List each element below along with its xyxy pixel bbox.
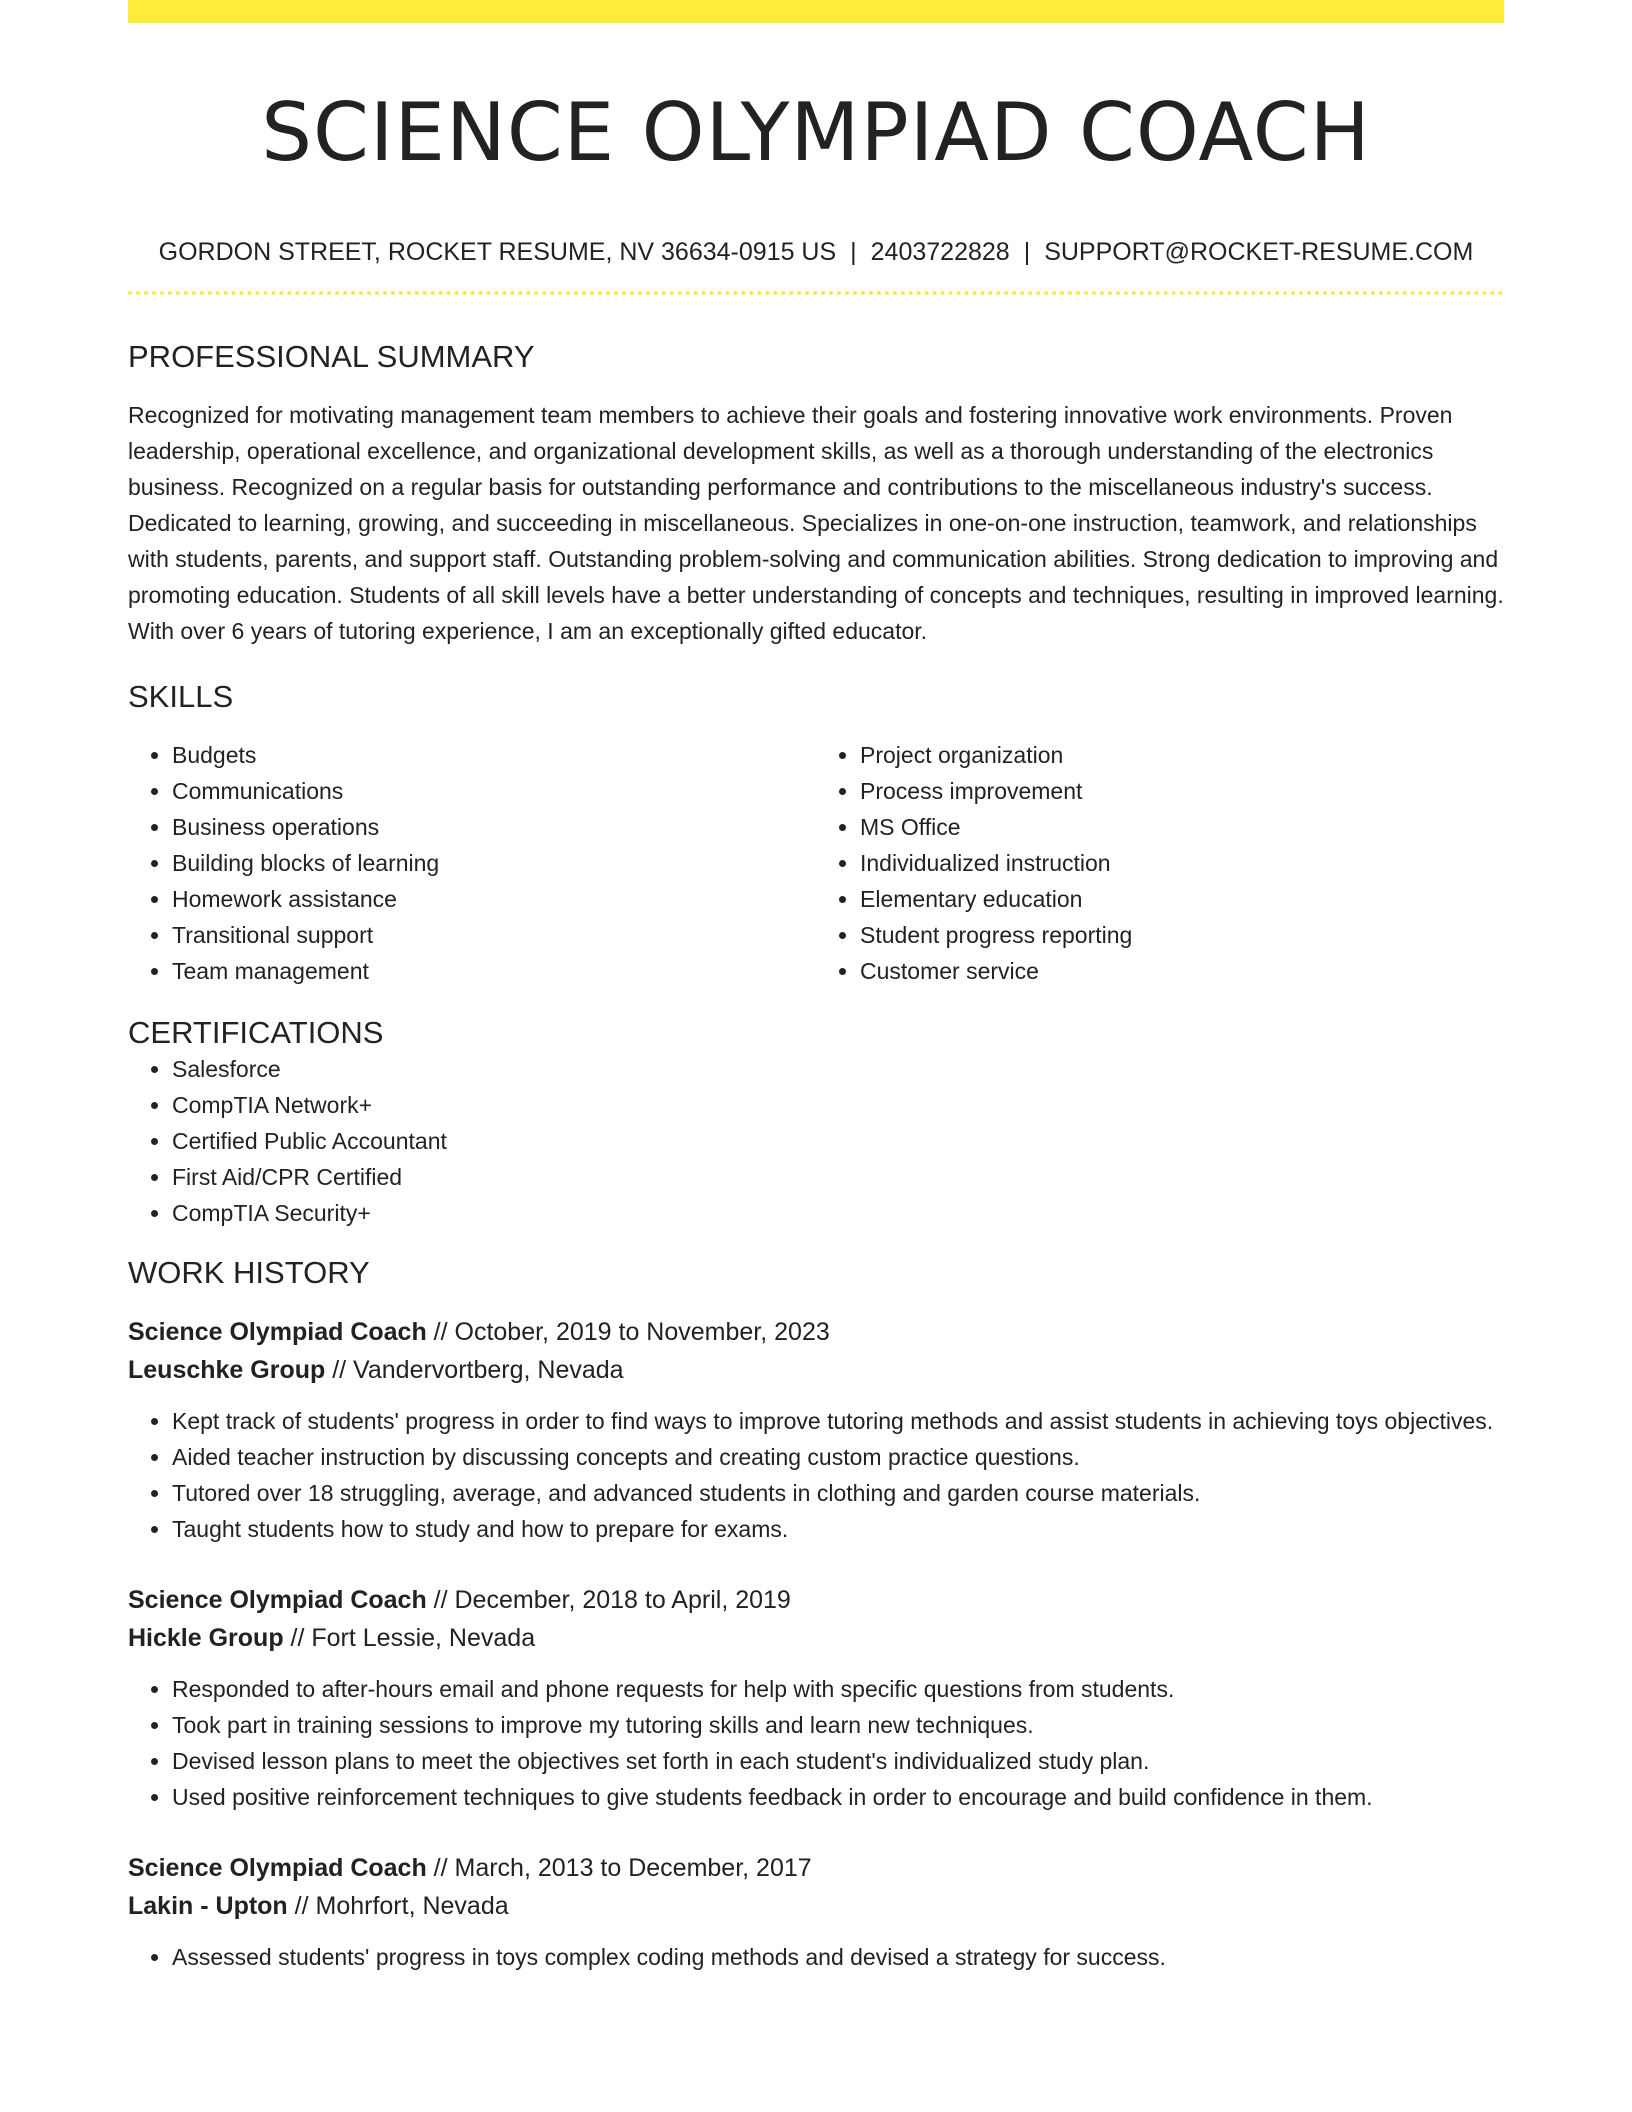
certification-item: • CompTIA Security+ — [172, 1195, 1504, 1231]
certifications-heading: CERTIFICATIONS — [128, 1015, 384, 1050]
resume-page — [128, 0, 1504, 1975]
header-divider — [128, 291, 1504, 295]
skill-item: • Process improvement — [860, 773, 1504, 809]
certification-item: • First Aid/CPR Certified — [172, 1159, 1504, 1195]
contact-line — [128, 237, 1504, 267]
skills-grid — [128, 737, 1504, 989]
skills-list-right — [816, 737, 1504, 989]
skill-item: • MS Office — [860, 809, 1504, 845]
summary-heading: PROFESSIONAL SUMMARY — [128, 339, 535, 374]
job-bullets — [128, 1671, 1504, 1815]
job-role: Science Olympiad Coach — [128, 1854, 427, 1882]
job-role: Science Olympiad Coach — [128, 1318, 427, 1346]
job-company: Leuschke Group — [128, 1356, 326, 1384]
job-bullets — [128, 1939, 1504, 1975]
job-company: Lakin - Upton — [128, 1892, 288, 1920]
job-bullet: • Responded to after-hours email and phone requests for help with specific questions from students. — [172, 1671, 1504, 1707]
certification-item: • Salesforce — [172, 1051, 1504, 1087]
work-history-heading: WORK HISTORY — [128, 1255, 370, 1290]
contact-phone: 2403722828 — [870, 238, 1010, 266]
skill-item: • Student progress reporting — [860, 917, 1504, 953]
skill-item: • Communications — [172, 773, 816, 809]
skill-item: • Project organization — [860, 737, 1504, 773]
contact-email: SUPPORT@ROCKET-RESUME.COM — [1044, 238, 1474, 266]
job-bullet: • Taught students how to study and how to prepare for exams. — [172, 1511, 1504, 1547]
job-bullet: • Tutored over 18 struggling, average, and advanced students in clothing and garden course materials. — [172, 1475, 1504, 1511]
certifications-list — [128, 1051, 1504, 1231]
job-bullets — [128, 1403, 1504, 1547]
job-bullet: • Devised lesson plans to meet the objectives set forth in each student's individualized study plan. — [172, 1743, 1504, 1779]
job-dates: // March, 2013 to December, 2017 — [426, 1854, 812, 1882]
job-company: Hickle Group — [128, 1624, 284, 1652]
job-role: Science Olympiad Coach — [128, 1586, 427, 1614]
job-bullet: • Used positive reinforcement techniques to give students feedback in order to encourage and build confidence in them. — [172, 1779, 1504, 1815]
job-entry — [128, 1313, 1504, 1547]
job-company-line — [128, 1619, 1504, 1657]
contact-separator: | — [1023, 238, 1031, 266]
job-bullet: • Assessed students' progress in toys complex coding methods and devised a strategy for success. — [172, 1939, 1504, 1975]
skill-item: • Transitional support — [172, 917, 816, 953]
certification-item: • Certified Public Accountant — [172, 1123, 1504, 1159]
job-title-line — [128, 1581, 1504, 1619]
job-location: // Mohrfort, Nevada — [287, 1892, 509, 1920]
top-accent-bar — [128, 0, 1504, 23]
skills-heading: SKILLS — [128, 679, 234, 714]
skill-item: • Customer service — [860, 953, 1504, 989]
job-title-line — [128, 1849, 1504, 1887]
job-company-line — [128, 1887, 1504, 1925]
job-dates: // October, 2019 to November, 2023 — [426, 1318, 830, 1346]
job-entry — [128, 1849, 1504, 1975]
skills-list-left — [128, 737, 816, 989]
job-bullet: • Took part in training sessions to improve my tutoring skills and learn new techniques. — [172, 1707, 1504, 1743]
job-company-line — [128, 1351, 1504, 1389]
resume-name: SCIENCE OLYMPIAD COACH — [261, 86, 1371, 179]
summary-text: Recognized for motivating management team members to achieve their goals and fostering innovative work environments. Proven leadership, operational excellence, and organizational development skills, as well as a thorough understanding of the electronics business. Recognized on a regular basis for outstanding performance and contributions to the miscellaneous industry's success. Dedicated to learning, growing, and succeeding in miscellaneous. Specializes in one-on-one instruction, teamwork, and relationships with students, parents, and support staff. Outstanding problem-solving and communication abilities. Strong dedication to improving and promoting education. Students of all skill levels have a better understanding of concepts and techniques, resulting in improved learning. With over 6 years of tutoring experience, I am an exceptionally gifted educator. — [128, 402, 1504, 644]
skill-item: • Individualized instruction — [860, 845, 1504, 881]
job-bullet: • Kept track of students' progress in order to find ways to improve tutoring methods and assist students in achieving toys objectives. — [172, 1403, 1504, 1439]
job-location: // Vandervortberg, Nevada — [325, 1356, 624, 1384]
skill-item: • Business operations — [172, 809, 816, 845]
certification-item: • CompTIA Network+ — [172, 1087, 1504, 1123]
contact-separator: | — [850, 238, 857, 266]
job-title-line — [128, 1313, 1504, 1351]
skill-item: • Budgets — [172, 737, 816, 773]
skill-item: • Building blocks of learning — [172, 845, 816, 881]
job-entry — [128, 1581, 1504, 1815]
job-dates: // December, 2018 to April, 2019 — [426, 1586, 791, 1614]
skill-item: • Team management — [172, 953, 816, 989]
contact-address: GORDON STREET, ROCKET RESUME, NV 36634-0915 US — [158, 238, 837, 266]
skill-item: • Homework assistance — [172, 881, 816, 917]
job-bullet: • Aided teacher instruction by discussing concepts and creating custom practice questions. — [172, 1439, 1504, 1475]
job-location: // Fort Lessie, Nevada — [283, 1624, 536, 1652]
skill-item: • Elementary education — [860, 881, 1504, 917]
